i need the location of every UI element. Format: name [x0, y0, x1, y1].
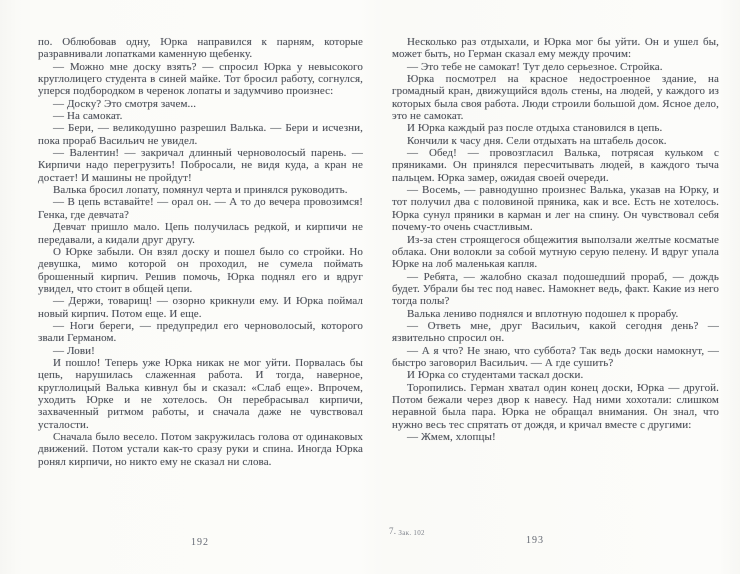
paragraph: Юрка посмотрел на красное недостроенное здание, на громадный кран, движущийся вдоль стены, на людей, у каждого из которых была своя работа. Люди строили большой дом. Ясное дело, это не самокат.: [392, 73, 719, 123]
left-page-number: 192: [191, 537, 209, 548]
paragraph: — Бери, — великодушно разрешил Валька. — Бери и исчезни, пока прораб Васильич не увидел.: [38, 122, 363, 147]
paragraph: Торопились. Герман хватал один конец доски, Юрка — другой. Потом бежали через двор к навесу. Над ними хохотали: слишком неравной была пара. Юрка не обращал внимания. Он знал, что нужно весь тес спрятать от дождя, и кричал вместе с другими:: [392, 381, 719, 431]
paragraph: — Восемь, — равнодушно произнес Валька, указав на Юрку, и тот получил два с половиной пряника, как и все. Есть не хотелось. Юрка сунул пряники в карман и лег на спину. Он чувствовал себя почему-то очень счастливым.: [392, 184, 719, 234]
right-page-text-column: [392, 36, 719, 443]
paragraph: И Юрка каждый раз после отдыха становился в цепь.: [407, 122, 663, 135]
paragraph: Девчат пришло мало. Цепь получилась редкой, и кирпичи не передавали, а кидали друг другу.: [38, 221, 363, 246]
paragraph: Валька бросил лопату, помянул черта и принялся руководить.: [53, 184, 348, 197]
paragraph: — Жмем, хлопцы!: [407, 431, 496, 443]
paragraph: — Ноги береги, — предупредил его черноволосый, которого звали Германом.: [38, 319, 363, 345]
paragraph: — Держи, товарищ! — озорно крикнули ему. И Юрка поймал новый кирпич. Потом еще. И еще.: [38, 295, 363, 320]
paragraph: О Юрке забыли. Он взял доску и пошел было со стройки. Но девушка, мимо которой он проходил, не сумела поймать брошенный кирпич. Решив помочь, Юрка поднял его и вдруг увидел, что стоит в общей цепи.: [38, 245, 363, 295]
signature-text: Зак. 102: [398, 529, 425, 537]
paragraph: Сначала было весело. Потом закружилась голова от одинаковых движений. Потом устали как-то сразу руки и спина. Иногда Юрка ронял кирпичи, но никто ему не сказал ни слова.: [38, 431, 363, 468]
paragraph: — Доску? Это смотря зачем...: [53, 97, 197, 110]
paragraph: — Можно мне доску взять? — спросил Юрка у невысокого круглолицего студента в синей майке. Тот бросил работу, согнулся, уперся подбородком в черенок лопаты и задумчиво произнес:: [38, 60, 363, 98]
left-page-text-column: [38, 36, 363, 468]
paragraph: — Ответь мне, друг Васильич, какой сегодня день? — язвительно спросил он.: [392, 319, 719, 345]
paragraph: Несколько раз отдыхали, и Юрка мог бы уйти. Он и ушел бы, может быть, но Герман сказал ему между прочим:: [392, 36, 719, 61]
paragraph: Валька лениво поднялся и вплотную подошел к прорабу.: [407, 307, 679, 320]
paragraph: И пошло! Теперь уже Юрка никак не мог уйти. Порвалась бы цепь, нарушилась слаженная работа. И тогда, наверное, круглолицый Валька кивнул бы и сказал: «Слаб еще». Впрочем, уходить Юрке и не хотелось. Он перебрасывал кирпичи, захваченный ритмом работы, и сначала даже не чувствовал усталости.: [38, 356, 363, 431]
right-page-number: 193: [526, 535, 544, 546]
paragraph: — Лови!: [53, 344, 95, 357]
signature-number: 7.: [389, 526, 397, 536]
paragraph: — А я что? Не знаю, что суббота? Так ведь доски намокнут, — быстро заговорил Васильич. — А где сушить?: [392, 344, 719, 369]
printers-signature-mark: [389, 526, 425, 537]
paragraph: И Юрка со студентами таскал доски.: [407, 369, 584, 382]
paragraph: — Ребята, — жалобно сказал подошедший прораб, — дождь будет. Убрали бы тес под навес. Намокнет ведь, факт. Какие из него тогда полы?: [392, 270, 719, 308]
paragraph: — Это тебе не самокат! Тут дело серьезное. Стройка.: [407, 60, 663, 73]
paragraph: — На самокат.: [53, 110, 123, 123]
paragraph: — В цепь вставайте! — орал он. — А то до вечера провозимся! Генка, где девчата?: [38, 196, 363, 221]
paragraph: Из-за стен строящегося общежития выползали желтые косматые облака. Они волокли за собой мутную серую пелену. И вдруг упала Юрке на лоб маленькая капля.: [392, 233, 719, 271]
paragraph: — Валентин! — закричал длинный черноволосый парень. — Кирпичи надо перегрузить! Побросали, не видя куда, а кран не достает! И машины не пройдут!: [38, 147, 363, 184]
paragraph: по. Облюбовав одну, Юрка направился к парням, которые разравнивали лопатками каменную щебенку.: [38, 36, 363, 61]
paragraph: — Обед! — провозгласил Валька, потрясая кульком с пряниками. Он принялся пересчитывать людей, в каждого тыча пальцем. Юрка замер, ожидая своей очереди.: [392, 147, 719, 184]
paragraph: Кончили к часу дня. Сели отдыхать на штабель досок.: [407, 134, 667, 147]
